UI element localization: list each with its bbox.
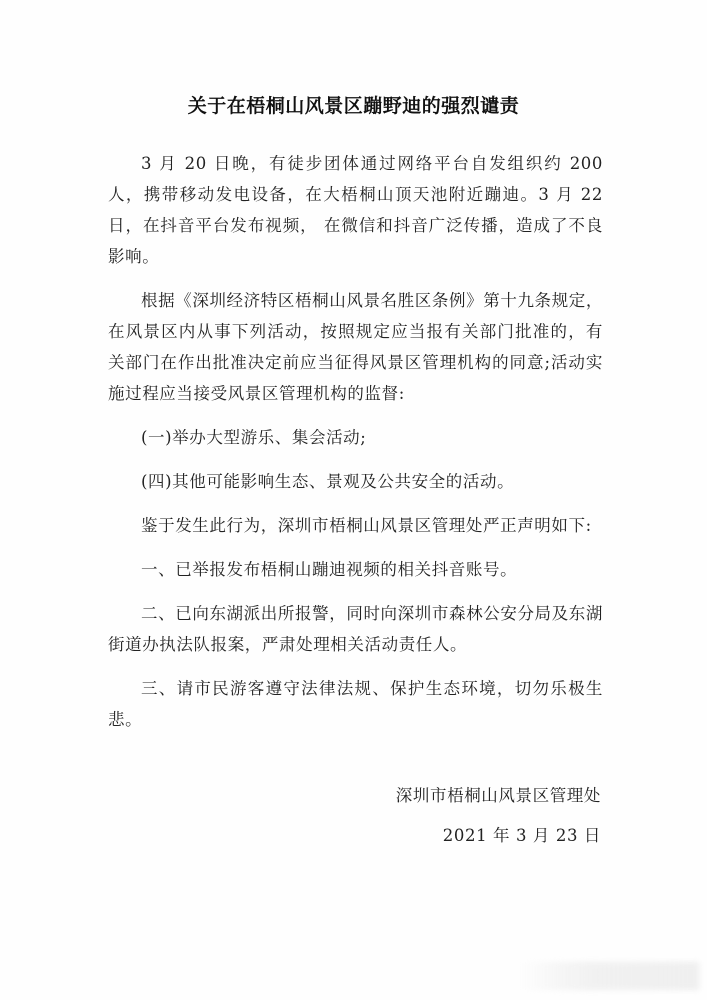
signature-organization: 深圳市梧桐山风景区管理处 [395,786,601,805]
document-title: 关于在梧桐山风景区蹦野迪的强烈谴责 [187,95,520,117]
paragraph-clause-1: (一)举办大型游乐、集会活动; [141,428,367,447]
paragraph-incident: 3 月 20 日晚，有徒步团体通过网络平台自发组织约 200 人，携带移动发电设备，在大梧桐山顶天池附近蹦迪。3 月 22 日，在抖音平台发布视频， 在微信和抖音广泛传播，造成了不良影响。 [108,154,603,266]
document-body [108,148,603,748]
paragraph-statement-intro: 鉴于发生此行为，深圳市梧桐山风景区管理处严正声明如下: [141,516,592,535]
blurred-watermark [519,962,699,990]
paragraph-point-1: 一、已举报发布梧桐山蹦迪视频的相关抖音账号。 [141,560,518,579]
paragraph-clause-4: (四)其他可能影响生态、景观及公共安全的活动。 [141,472,515,491]
paragraph-regulation: 根据《深圳经济特区梧桐山风景名胜区条例》第十九条规定，在风景区内从事下列活动，按照规定应当报有关部门批准的，有关部门在作出批准决定前应当征得风景区管理机构的同意;活动实施过程应当接受风景区管理机构的监督: [108,291,603,403]
paragraph-point-2: 二、已向东湖派出所报警，同时向深圳市森林公安分局及东湖街道办执法队报案，严肃处理相关活动责任人。 [108,604,603,654]
signature-block [396,776,601,856]
paragraph-point-3: 三、请市民游客遵守法律法规、保护生态环境，切勿乐极生悲。 [108,679,603,729]
signature-date: 2021 年 3 月 23 日 [442,826,601,845]
